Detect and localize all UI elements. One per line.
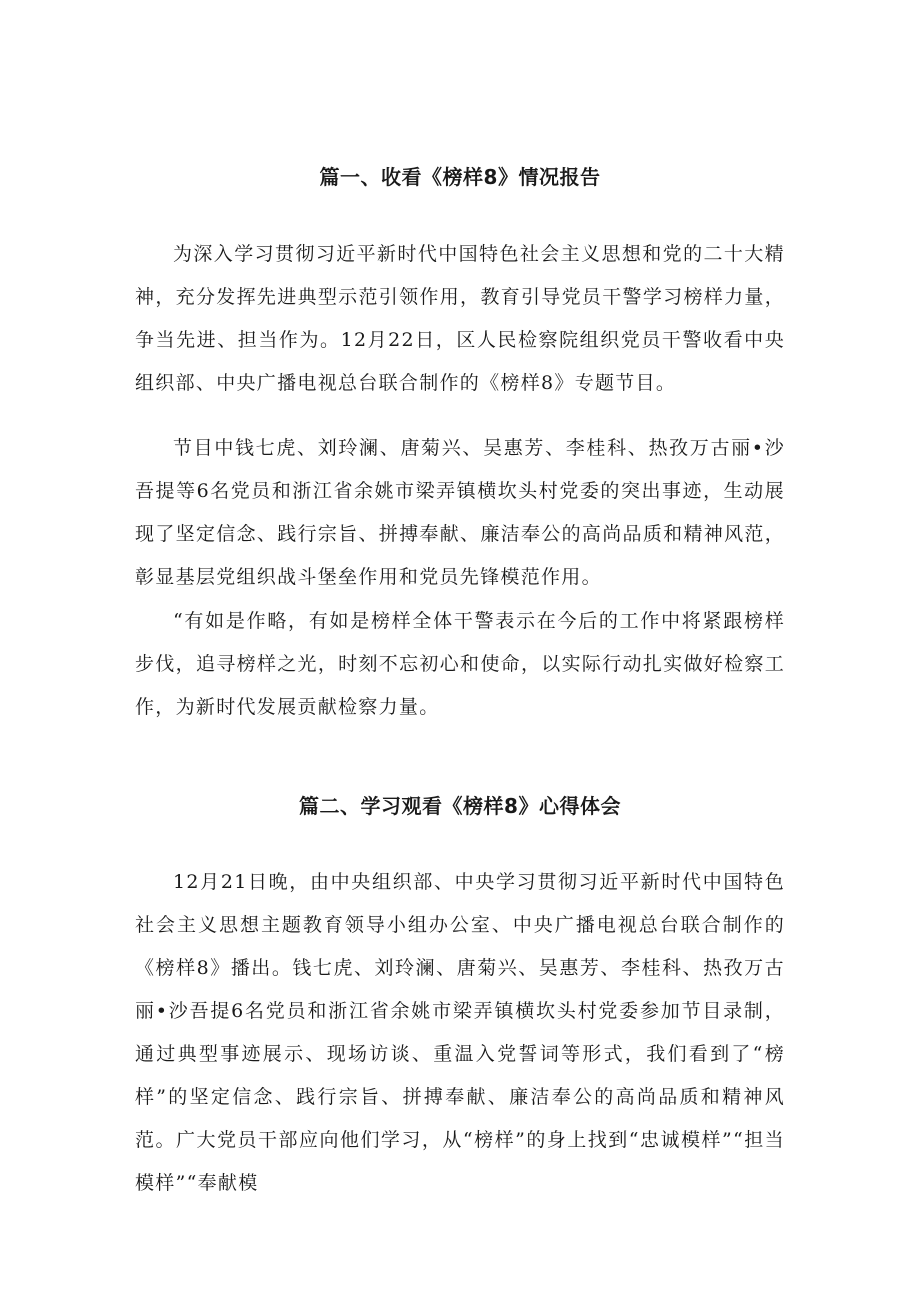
- section-title-reflection: 篇二、学习观看《榜样8》心得体会: [299, 794, 621, 818]
- report-paragraph-intro: 为深入学习贯彻习近平新时代中国特色社会主义思想和党的二十大精神，充分发挥先进典型示范引领作用，教育引导党员干警学习榜样力量，争当先进、担当作为。12月22日，区人民检察院组织党员干警收看中央组织部、中央广播电视总台联合制作的《榜样8》专题节目。: [135, 243, 785, 394]
- reflection-paragraph-intro: 12月21日晚，由中央组织部、中央学习贯彻习近平新时代中国特色社会主义思想主题教育领导小组办公室、中央广播电视总台联合制作的《榜样8》播出。钱七虎、刘玲澜、唐菊兴、吴惠芳、李桂科、热孜万古丽•沙吾提6名党员和浙江省余姚市梁弄镇横坎头村党委参加节目录制，通过典型事迹展示、现场访谈、重温入党誓词等形式，我们看到了“榜样”的坚定信念、践行宗旨、拼搏奉献、廉洁奉公的高尚品质和精神风范。广大党员干部应向他们学习，从“榜样”的身上找到“忠诚模样”“担当模样”“奉献模: [135, 871, 785, 1194]
- report-paragraph-conclusion: “有如是作略，有如是榜样全体干警表示在今后的工作中将紧跟榜样步伐，追寻榜样之光，时刻不忘初心和使命，以实际行动扎实做好检察工作，为新时代发展贡献检察力量。: [135, 610, 785, 718]
- section-title-report: 篇一、收看《榜样8》情况报告: [319, 165, 601, 189]
- report-paragraph-program: 节目中钱七虎、刘玲澜、唐菊兴、吴惠芳、李桂科、热孜万古丽•沙吾提等6名党员和浙江省余姚市梁弄镇横坎头村党委的突出事迹，生动展现了坚定信念、践行宗旨、拼搏奉献、廉洁奉公的高尚品质和精神风范，彰显基层党组织战斗堡垒作用和党员先锋模范作用。: [135, 437, 785, 588]
